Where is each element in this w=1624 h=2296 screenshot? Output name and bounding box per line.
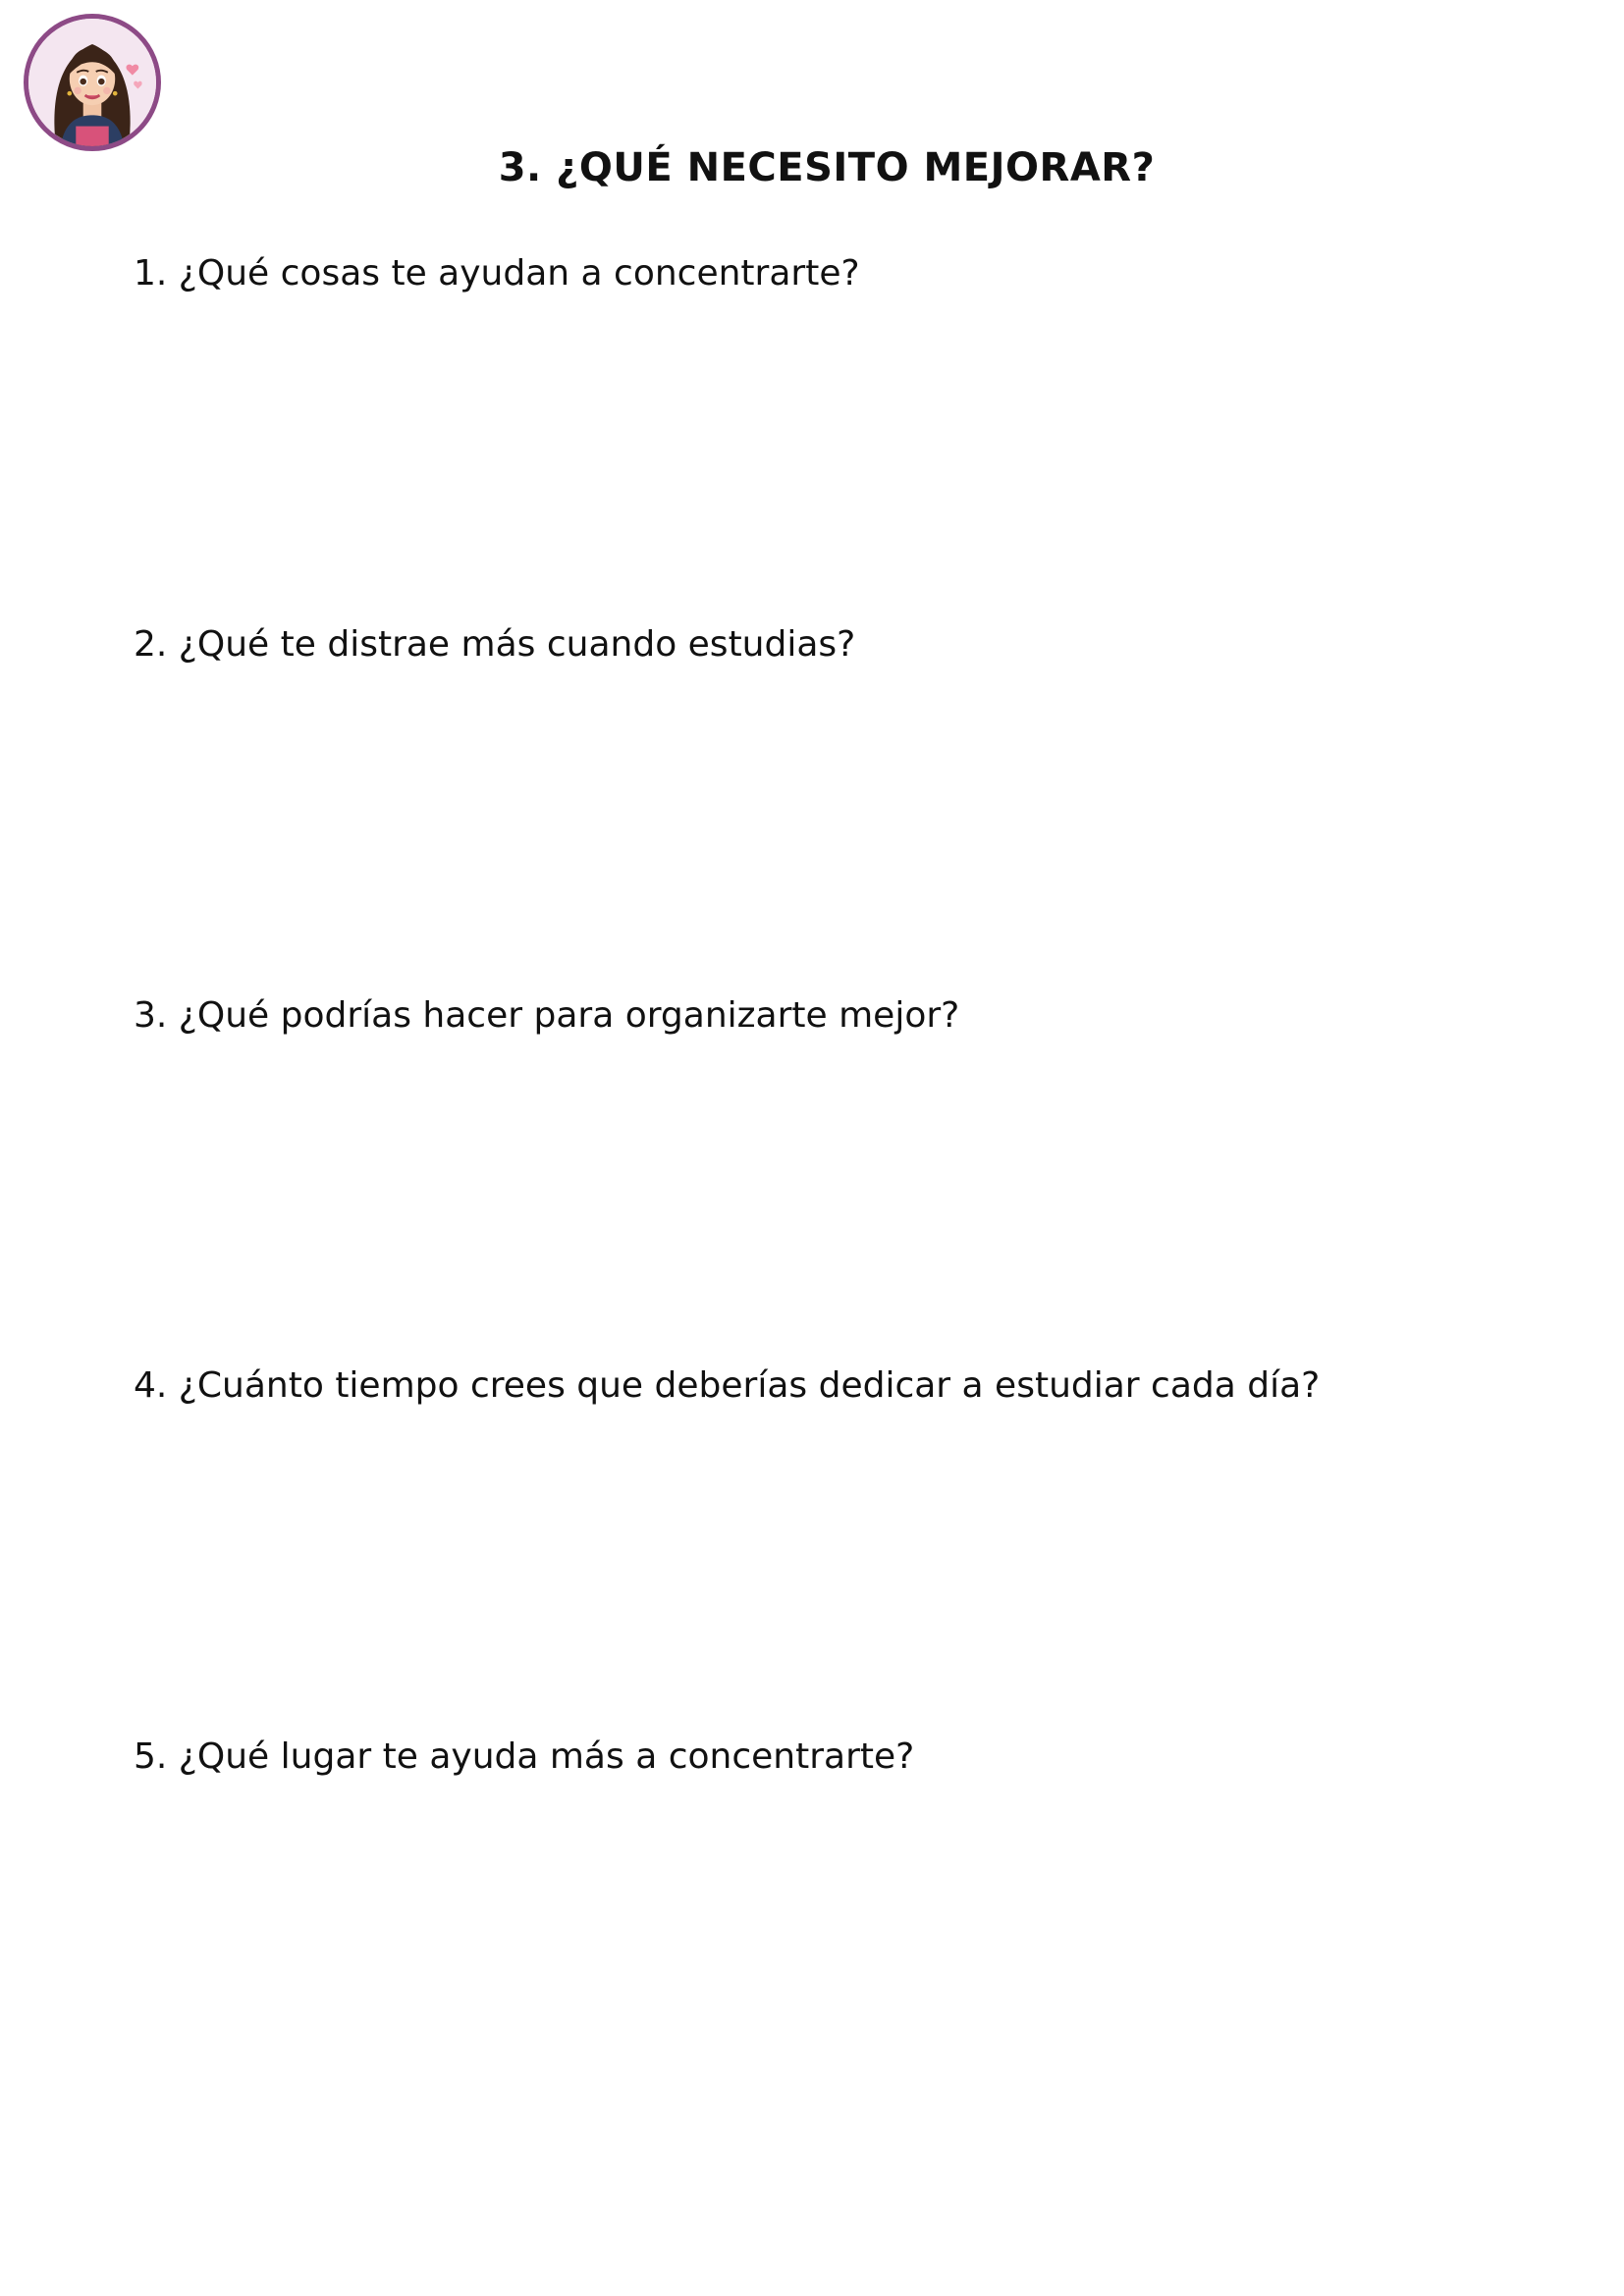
answer-area-3[interactable] <box>134 1054 1489 1329</box>
answer-area-1[interactable] <box>134 312 1489 587</box>
avatar-illustration <box>28 19 156 146</box>
page-title: 3. ¿QUÉ NECESITO MEJORAR? <box>498 145 1156 190</box>
question-4: 4. ¿Cuánto tiempo crees que deberías dedicar a estudiar cada día? <box>134 1365 1321 1406</box>
question-2: 2. ¿Qué te distrae más cuando estudias? <box>134 624 856 665</box>
answer-area-4[interactable] <box>134 1424 1489 1699</box>
answer-area-2[interactable] <box>134 683 1489 958</box>
answer-area-5[interactable] <box>134 1795 1489 2070</box>
teacher-avatar-icon <box>24 14 161 151</box>
question-5: 5. ¿Qué lugar te ayuda más a concentrarte? <box>134 1736 915 1777</box>
question-1: 1. ¿Qué cosas te ayudan a concentrarte? <box>134 253 860 294</box>
question-3: 3. ¿Qué podrías hacer para organizarte mejor? <box>134 995 960 1036</box>
